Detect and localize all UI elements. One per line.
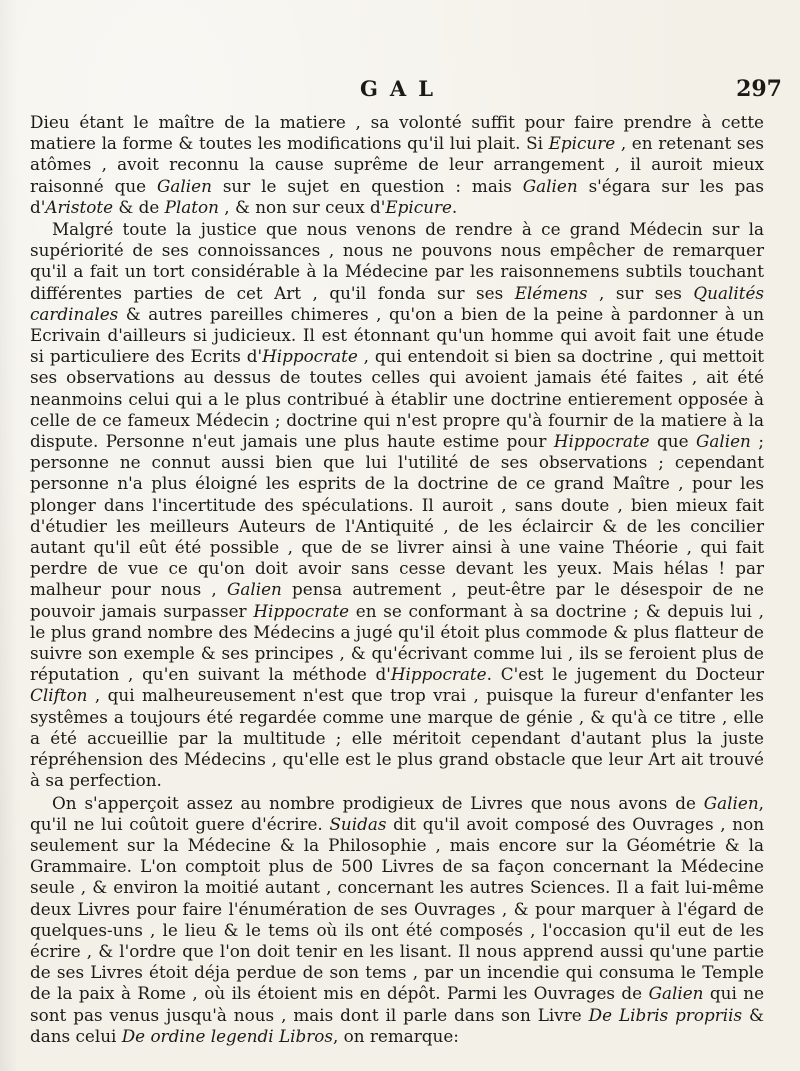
text-run: pensa autrement , peut-être par le désespoir de ne pouvoir jamais surpasser (30, 579, 764, 621)
text-run: que (649, 431, 696, 452)
italic-run: Galien (522, 175, 578, 196)
text-run: , qui malheureusement n'est que trop vrai , puisque la fureur d'enfanter les systêmes a toujours été regardée comme une marque de génie , & qu'à ce titre , elle a été accueillie par la multitude ; elle méritoit cependant d'autant plus la juste répréhension des Médecins , qu'elle est le plus grand obstacle que leur Art ait trouvé à sa perfection. (30, 685, 764, 791)
page-header (0, 76, 800, 106)
italic-run: Hippocrate (262, 346, 358, 367)
text-run: dit qu'il avoit composé des Ouvrages , non seulement sur la Médecine & la Philosophie , mais encore sur la Géométrie & la Grammaire. L'on comptoit plus de 500 Livres de sa façon concernant la Médecine seule , & environ la moitié autant , concernant les autres Sciences. Il a fait lui-même deux Livres pour faire l'énumération de ses Ouvrages , & pour marquer à l'égard de quelques-uns , le lieu & le tems où ils ont été composés , l'occasion qu'il eut de les écrire , & l'ordre que l'on doit tenir en les lisant. Il nous apprend aussi qu'une partie de ses Livres étoit déja perdue de son tems , par un incendie qui consuma le Temple de la paix à Rome , où ils étoient mis en dépôt. Parmi les Ouvrages de (30, 813, 765, 1004)
text-run: & autres pareilles chimeres , qu'on a bien de la peine à pardonner à un Ecrivain d'ailleurs si judicieux. Il est étonnant qu'un homme qui avoit fait une étude si particuliere des Ecrits d' (30, 303, 764, 367)
body-text (30, 112, 764, 1047)
italic-run: Suidas (329, 813, 387, 834)
italic-run: Epicure (548, 133, 616, 154)
italic-run: Epicure (385, 196, 452, 217)
text-run: Malgré toute la justice que nous venons de rendre à ce grand Médecin sur la supériorité de ses connoissances , nous ne pouvons nous empêcher de remarquer qu'il a fait un tort considérable à la Médecine par les raisonnemens subtils touchant différentes parties de cet Art , qu'il fonda sur ses (30, 219, 764, 303)
italic-run: Platon (164, 196, 219, 217)
page-number: 297 (736, 76, 782, 102)
text-run: & dans celui (30, 1004, 764, 1046)
italic-run: Hippocrate (553, 431, 650, 452)
text-run: ; personne ne connut aussi bien que lui l'utilité de ses observations ; cependant personne n'a plus éloigné les esprits de la doctrine de ce grand Maître , pour les plonger dans l'incertitude des spéculations. Il auroit , sans doute , bien mieux fait d'étudier les meilleurs Auteurs de l'Antiquité , de les éclaircir & de les concilier autant qu'il eût été possible , que de se livrer ainsi à une vaine Théorie , qui fait perdre de vue ce qu'on doit avoir sans cesse devant les yeux. Mais hélas ! par malheur pour nous , (30, 431, 765, 600)
text-run: qui ne sont pas venus jusqu'à nous , mais dont il parle dans son Livre (30, 983, 764, 1025)
italic-run: De Libris propriis (588, 1004, 743, 1025)
italic-run: Galien (648, 983, 704, 1004)
text-run: Dieu étant le maître de la matiere , sa volonté suffit pour faire prendre à cette matiere la forme & toutes les modifications qu'il lui plait. Si (30, 112, 764, 154)
paragraph-2 (30, 219, 764, 791)
text-run: , sur ses (587, 282, 694, 303)
text-run: , & non sur ceux d' (218, 196, 386, 217)
text-run: . (451, 196, 458, 217)
text-run: On s'apperçoit assez au nombre prodigieux de Livres que nous avons de (52, 792, 704, 813)
text-run: . C'est le jugement du Docteur (486, 664, 764, 685)
italic-run: Aristote (45, 196, 114, 217)
text-run: , qu'il ne lui coûtoit guere d'écrire. (30, 792, 764, 834)
paragraph-1 (30, 112, 764, 218)
italic-run: De ordine legendi Libros (121, 1025, 333, 1046)
text-run: en se conformant à sa doctrine ; & depuis lui , le plus grand nombre des Médecins a jugé qu'il étoit plus commode & plus flatteur de suivre son exemple & ses principes , & qu'écrivant comme lui , ils se feroient plus de réputation , qu'en suivant la méthode d' (30, 600, 764, 685)
text-run: s'égara sur les pas d' (30, 175, 764, 217)
italic-run: Qualités cardinales (30, 282, 764, 324)
text-run: , en retenant ses atômes , avoit reconnu la cause suprême de leur arrangement , il auroit mieux raisonné que (30, 133, 764, 196)
italic-run: Galien (695, 431, 751, 452)
text-run: sur le sujet en question : mais (211, 175, 523, 196)
text-run: & de (113, 196, 165, 217)
italic-run: Hippocrate (390, 664, 487, 685)
italic-run: Clifton (30, 685, 88, 706)
text-run: , on remarque: (332, 1025, 459, 1046)
text-run: , qui entendoit si bien sa doctrine , qui mettoit ses observations au dessus de toutes celles qui avoient jamais été faites , ait été neanmoins celui qui a le plus contribué à établir une doctrine entierement opposée à celle de ce fameux Médecin ; doctrine qui n'est propre qu'à fournir de la matiere à la dispute. Personne n'eut jamais une plus haute estime pour (30, 346, 764, 452)
italic-run: Galien (157, 175, 212, 196)
italic-run: Hippocrate (253, 600, 350, 621)
running-head: GAL (360, 76, 445, 101)
italic-run: Galien (703, 792, 759, 813)
italic-run: Galien (226, 579, 282, 600)
paragraph-3 (30, 793, 764, 1047)
italic-run: Elémens (514, 282, 588, 303)
